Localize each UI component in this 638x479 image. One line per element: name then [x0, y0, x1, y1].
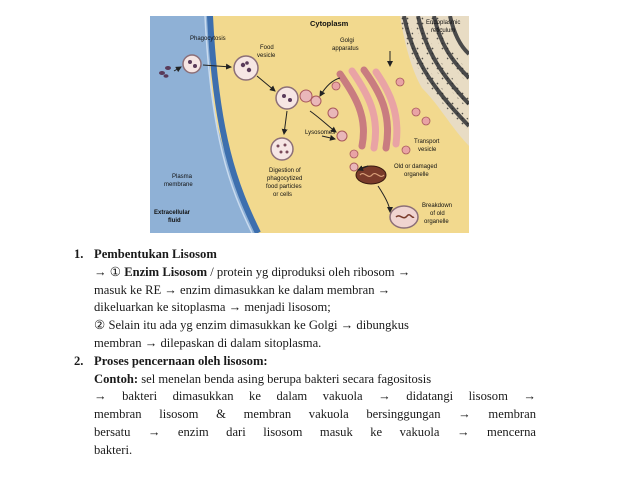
- label-transport-1: Transport: [414, 139, 440, 145]
- text-span: sel menelan benda asing berupa bakteri secara fagositosis: [138, 371, 432, 386]
- text-line: membran lisosom & membran vakuola bersinggungan → membran: [94, 407, 536, 422]
- lysosome-notes: [74, 246, 536, 460]
- section-heading: Proses pencernaan oleh lisosom:: [94, 353, 268, 368]
- text-line: bersatu → enzim dari lisosom masuk ke vakuola → mencerna: [94, 424, 536, 439]
- label-old-organelle-1: Old or damaged: [394, 164, 438, 170]
- list-number: 2.: [74, 353, 84, 368]
- label-digestion-1: Digestion of: [269, 168, 301, 174]
- text-line: bakteri.: [94, 442, 133, 457]
- lysosome-diagram-svg: [150, 16, 469, 233]
- lysosome-diagram: [150, 16, 469, 233]
- bold-term: Contoh:: [94, 371, 139, 386]
- text-line: dikeluarkan ke sitoplasma → menjadi lisosom;: [94, 300, 331, 315]
- label-golgi-1: Golgi: [340, 38, 355, 44]
- section-heading: Pembentukan Lisosom: [94, 247, 217, 261]
- list-item-formation: [74, 246, 536, 353]
- label-digestion-3: food particles: [266, 184, 302, 190]
- text-line: → bakteri dimasukkan ke dalam vakuola → didatangi lisosom →: [94, 389, 536, 404]
- label-cytoplasm: Cytoplasm: [310, 19, 349, 28]
- arrow-marker: → ①: [94, 264, 125, 279]
- label-extracellular-2: fluid: [168, 218, 181, 224]
- label-breakdown-3: organelle: [424, 219, 449, 225]
- text-span: / protein yg diproduksi oleh ribosom →: [207, 264, 411, 279]
- label-breakdown-1: Breakdown: [422, 203, 453, 209]
- label-digestion-4: or cells: [273, 192, 293, 198]
- label-golgi-2: apparatus: [332, 46, 359, 52]
- text-line: masuk ke RE → enzim dimasukkan ke dalam membran →: [94, 282, 391, 297]
- label-plasma-2: membrane: [164, 182, 193, 188]
- label-digestion-2: phagocytized: [267, 176, 303, 182]
- label-transport-2: vesicle: [418, 147, 437, 153]
- label-er-1: Endoplasmic: [426, 20, 461, 26]
- label-breakdown-2: of old: [430, 211, 445, 217]
- food-vesicle-icon: [234, 56, 258, 80]
- text-line: membran → dilepaskan di dalam sitoplasma.: [94, 335, 322, 350]
- label-lysosomes: Lysosomes: [305, 130, 336, 136]
- list-number: 1.: [74, 247, 84, 261]
- phagocytosis-vesicle-icon: [183, 55, 201, 73]
- label-food-vesicle-1: Food: [260, 45, 274, 51]
- label-old-organelle-2: organelle: [404, 172, 429, 178]
- text-line: [94, 264, 536, 282]
- label-plasma-1: Plasma: [172, 174, 193, 180]
- label-extracellular-1: Extracellular: [154, 210, 191, 216]
- digestion-vesicle-icon: [271, 138, 293, 160]
- text-line: ② Selain itu ada yg enzim dimasukkan ke Golgi → dibungkus: [94, 318, 409, 333]
- label-er-2: reticulum: [431, 28, 456, 34]
- text-line: [94, 371, 536, 389]
- breakdown-vesicle-icon: [390, 206, 418, 228]
- list-item-digestion: [74, 353, 536, 460]
- label-food-vesicle-2: vesicle: [257, 53, 276, 59]
- label-phagocytosis: Phagocytosis: [190, 36, 226, 42]
- bold-term: Enzim Lisosom: [124, 264, 208, 279]
